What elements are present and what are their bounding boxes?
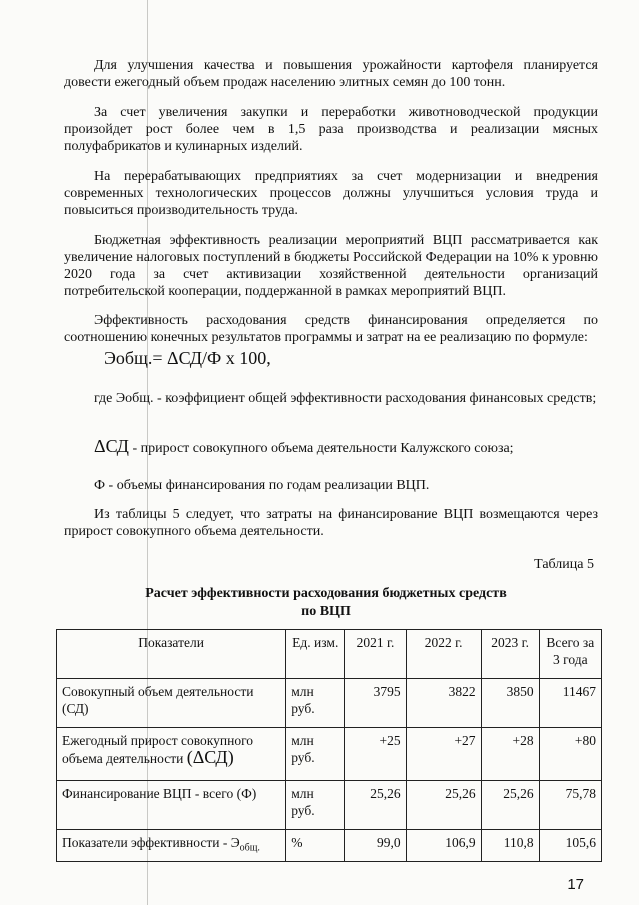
conclusion-paragraph: Из таблицы 5 следует, что затраты на финансирование ВЦП возмещаются через прирост совокупного объема деятельности.	[64, 507, 598, 539]
paragraph-efficiency-definition: Эффективность расходования средств финансирования определяется по соотношению конечных результатов программы и затрат на ее реализацию по формуле:	[64, 313, 598, 345]
row-label	[57, 830, 286, 862]
row-unit: млн руб.	[286, 728, 345, 781]
paragraph-seeds: Для улучшения качества и повышения урожайности картофеля планируется довести ежегодный объем продаж населению элитных семян до 100 тонн.	[64, 58, 598, 90]
header-total: Всего за 3 года	[539, 630, 601, 679]
row-label-symbol: (ΔСД)	[186, 747, 234, 767]
row-value-2021: +25	[345, 728, 406, 781]
row-value-total: +80	[539, 728, 601, 781]
row-unit: млн руб.	[286, 679, 345, 728]
page-number: 17	[567, 876, 584, 893]
row-value-total: 75,78	[539, 781, 601, 830]
row-unit: млн руб.	[286, 781, 345, 830]
row-label-subscript: общ.	[239, 842, 260, 854]
row-value-2023: 110,8	[481, 830, 539, 862]
table-row	[57, 728, 602, 781]
table-row	[57, 781, 602, 830]
row-value-2023: +28	[481, 728, 539, 781]
row-value-total: 105,6	[539, 830, 601, 862]
header-2023: 2023 г.	[481, 630, 539, 679]
row-value-2022: 3822	[406, 679, 481, 728]
table-label: Таблица 5	[534, 557, 594, 572]
row-value-2021: 99,0	[345, 830, 406, 862]
paragraph-modernization: На перерабатывающих предприятиях за счет модернизации и внедрения современных технологических процессов должны улучшиться условия труда и повыситься производительность труда.	[64, 169, 598, 218]
table-row	[57, 830, 602, 862]
header-2021: 2021 г.	[345, 630, 406, 679]
table-title-line-1: Расчет эффективности расходования бюджетных средств	[145, 586, 507, 601]
formula-explanation: где Эобщ. - коэффициент общей эффективности расходования финансовых средств;	[94, 391, 597, 406]
header-indicators: Показатели	[57, 630, 286, 679]
row-value-2023: 3850	[481, 679, 539, 728]
paragraph-budget-efficiency: Бюджетная эффективность реализации мероприятий ВЦП рассматривается как увеличение налоговых поступлений в бюджеты Российской Федерации на 10% к уровню 2020 года за счет активизации хозяйственной деятельности организаций потребительской кооперации, поддержанной в рамках мероприятий ВЦП.	[64, 233, 598, 299]
row-label-text: Показатели эффективности - Э	[62, 835, 240, 850]
row-value-total: 11467	[539, 679, 601, 728]
table-row	[57, 679, 602, 728]
row-value-2022: 25,26	[406, 781, 481, 830]
header-2022: 2022 г.	[406, 630, 481, 679]
header-unit: Ед. изм.	[286, 630, 345, 679]
delta-definition	[94, 438, 598, 457]
table-header-row	[57, 630, 602, 679]
table-title-line-2: по ВЦП	[301, 604, 351, 619]
row-value-2021: 25,26	[345, 781, 406, 830]
table-title	[140, 585, 512, 621]
paragraph-meat-products: За счет увеличения закупки и переработки животноводческой продукции произойдет рост более чем в 1,5 раза производства и реализации мясных полуфабрикатов и кулинарных изделий.	[64, 105, 598, 154]
row-label: Совокупный объем деятельности (СД)	[57, 679, 286, 728]
row-value-2022: 106,9	[406, 830, 481, 862]
row-value-2022: +27	[406, 728, 481, 781]
row-value-2023: 25,26	[481, 781, 539, 830]
financing-definition: Ф - объемы финансирования по годам реализации ВЦП.	[94, 478, 430, 493]
delta-definition-text: - прирост совокупного объема деятельности Калужского союза;	[128, 441, 514, 456]
delta-symbol: ΔСД	[94, 436, 129, 456]
row-value-2021: 3795	[345, 679, 406, 728]
row-label: Финансирование ВЦП - всего (Ф)	[57, 781, 286, 830]
row-label	[57, 728, 286, 781]
row-label-text: Ежегодный прирост совокупного объема деятельности	[62, 733, 254, 766]
efficiency-formula: Эобщ.= ΔСД/Ф х 100,	[104, 348, 271, 368]
efficiency-table	[56, 629, 602, 862]
row-unit: %	[286, 830, 345, 862]
